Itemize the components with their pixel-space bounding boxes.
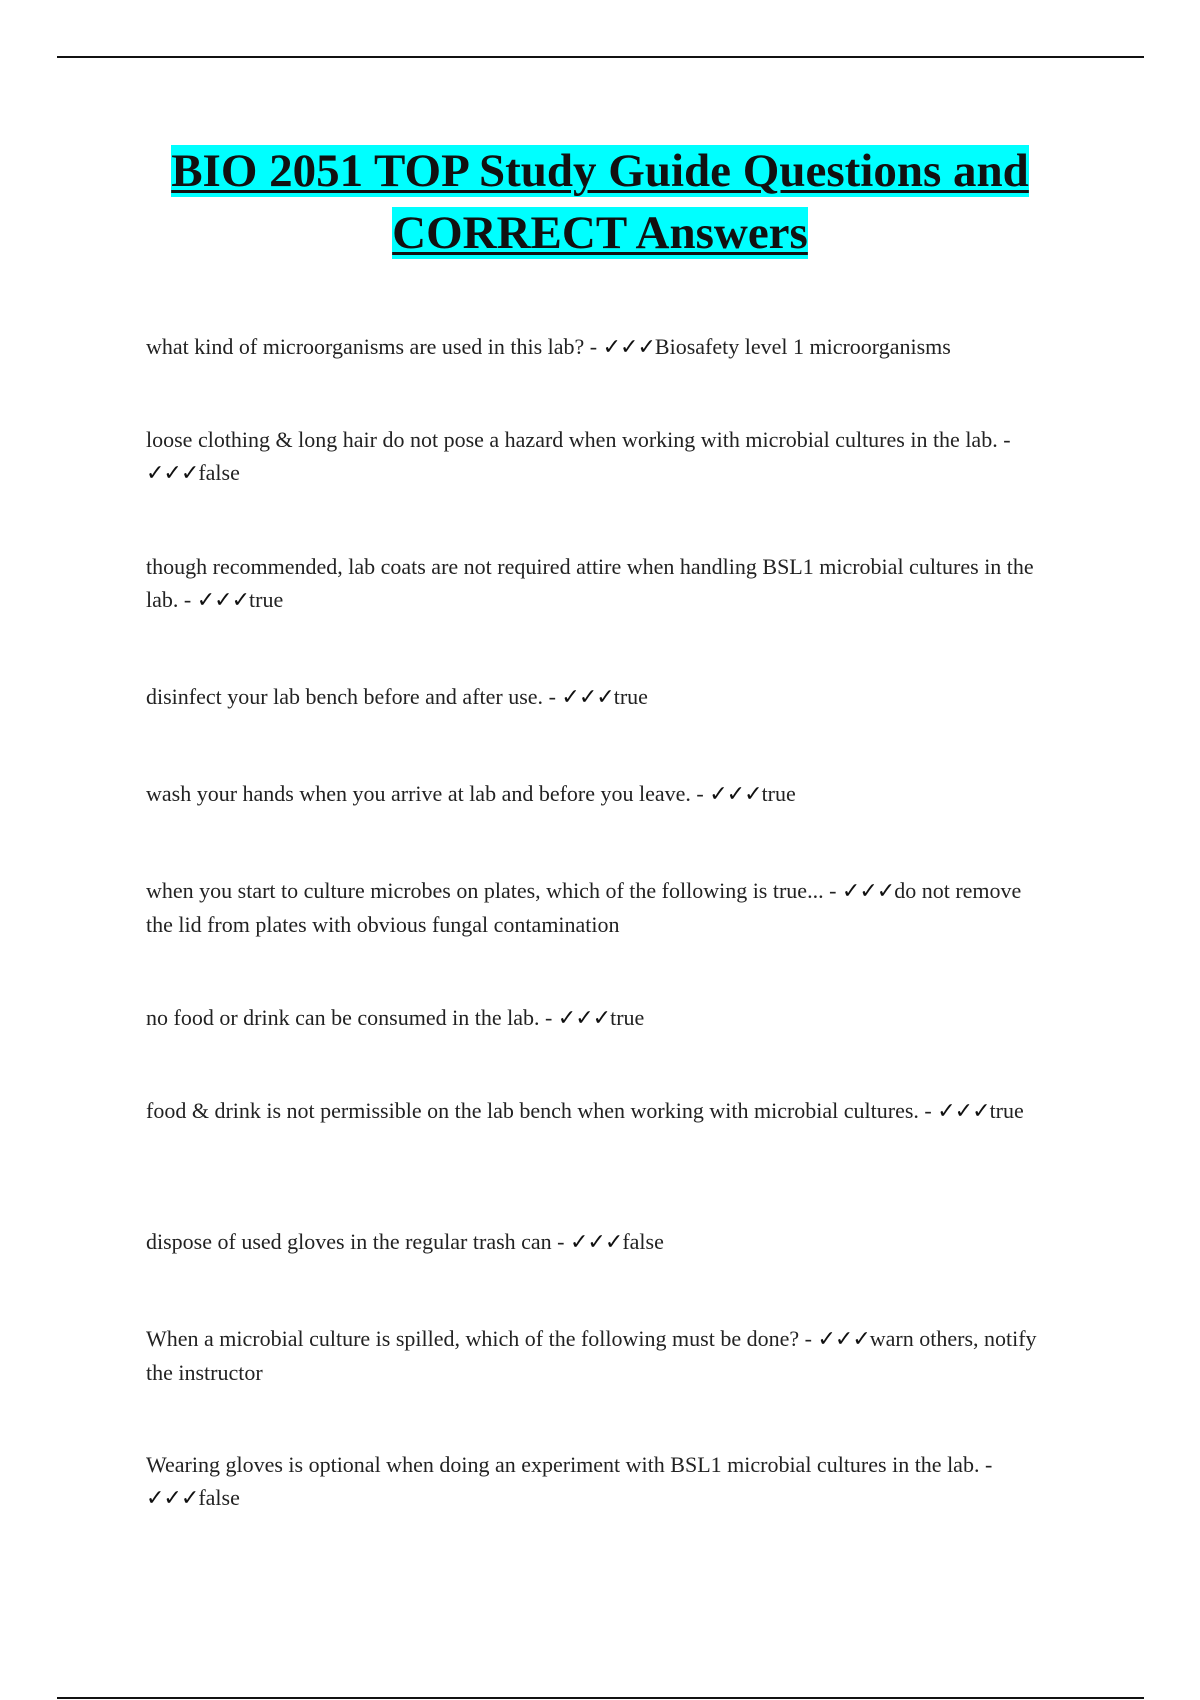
question-text: though recommended, lab coats are not required attire when handling BSL1 microbial cultures in the lab.	[146, 554, 1034, 612]
answer-text: true	[249, 587, 284, 612]
separator: -	[918, 1098, 938, 1123]
separator: -	[543, 684, 562, 709]
check-mark-icon: ✓✓✓	[709, 782, 762, 807]
question-text: loose clothing & long hair do not pose a hazard when working with microbial cultures in the lab.	[146, 427, 998, 452]
question-text: food & drink is not permissible on the lab bench when working with microbial cultures.	[146, 1098, 919, 1123]
question-text: disinfect your lab bench before and after use.	[146, 684, 544, 709]
check-mark-icon: ✓✓✓	[196, 588, 250, 613]
question-text: when you start to culture microbes on plates, which of the following is true...	[146, 878, 824, 903]
separator: -	[690, 781, 710, 806]
check-mark-icon: ✓✓✓	[570, 1230, 623, 1255]
document-title	[100, 140, 1100, 264]
answer-text: false	[622, 1229, 664, 1254]
question-text: When a microbial culture is spilled, which of the following must be done?	[146, 1326, 800, 1351]
separator: -	[997, 427, 1011, 452]
answer-text: true	[989, 1098, 1024, 1123]
question-text: wash your hands when you arrive at lab and before you leave.	[146, 781, 691, 806]
qa-item	[146, 423, 1046, 490]
check-mark-icon: ✓✓✓	[817, 1327, 870, 1352]
check-mark-icon: ✓✓✓	[557, 1006, 611, 1031]
question-text: what kind of microorganisms are used in this lab?	[146, 334, 585, 359]
qa-item	[146, 1094, 1046, 1128]
question-text: Wearing gloves is optional when doing an experiment with BSL1 microbial cultures in the lab.	[146, 1452, 980, 1477]
qa-item	[146, 1322, 1046, 1389]
qa-item	[146, 874, 1046, 941]
qa-item	[146, 330, 1046, 364]
answer-text: do not remove the lid from plates with obvious fungal contamination	[146, 878, 1022, 937]
check-mark-icon: ✓✓✓	[561, 685, 614, 710]
bottom-rule	[57, 1697, 1144, 1699]
answer-text: true	[610, 1005, 645, 1030]
qa-item	[146, 1001, 1046, 1035]
check-mark-icon: ✓✓✓	[146, 1486, 199, 1511]
answer-text: warn others, notify the instructor	[146, 1326, 1037, 1385]
document-title-text: BIO 2051 TOP Study Guide Questions and CORRECT Answers	[171, 145, 1029, 259]
qa-item	[146, 1225, 1046, 1259]
answer-text: Biosafety level 1 microorganisms	[654, 334, 951, 359]
question-text: no food or drink can be consumed in the lab.	[146, 1005, 540, 1030]
separator: -	[584, 334, 603, 359]
separator: -	[178, 587, 197, 612]
answer-text: false	[198, 460, 240, 485]
check-mark-icon: ✓✓✓	[937, 1099, 990, 1124]
check-mark-icon: ✓✓✓	[146, 461, 199, 486]
qa-item	[146, 550, 1046, 617]
check-mark-icon: ✓✓✓	[602, 335, 655, 360]
separator: -	[799, 1326, 818, 1351]
answer-text: true	[761, 781, 796, 806]
answer-text: false	[198, 1485, 240, 1510]
top-rule	[57, 56, 1144, 58]
qa-item	[146, 680, 1046, 714]
question-text: dispose of used gloves in the regular trash can	[146, 1229, 552, 1254]
qa-item	[146, 777, 1046, 811]
separator: -	[551, 1229, 570, 1254]
check-mark-icon: ✓✓✓	[841, 879, 895, 904]
separator: -	[823, 878, 842, 903]
answer-text: true	[613, 684, 648, 709]
separator: -	[539, 1005, 558, 1030]
qa-item	[146, 1448, 1046, 1515]
separator: -	[979, 1452, 993, 1477]
